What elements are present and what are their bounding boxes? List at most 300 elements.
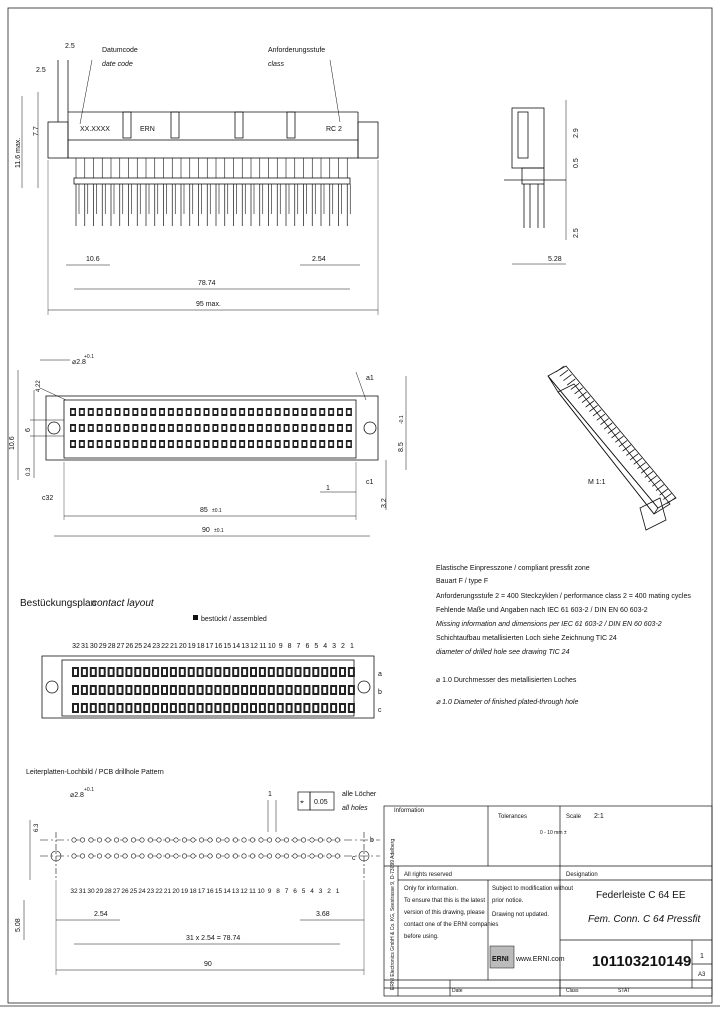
pcb-hole <box>199 854 203 858</box>
top-hole-dia: ⌀2.8 <box>72 359 86 366</box>
pcb-hole <box>165 838 169 842</box>
pcb-number: 7 <box>284 888 289 895</box>
iso-pin <box>600 419 608 425</box>
pcb-hole <box>233 854 237 858</box>
top-pin-hole <box>232 442 235 446</box>
pcb-hole <box>310 838 314 842</box>
top-pin-hole <box>258 442 261 446</box>
contact-cell-hole <box>92 669 95 675</box>
contact-number: 18 <box>196 643 205 650</box>
pcb-hole <box>216 854 220 858</box>
note-line-2: Anforderungsstufe 2 = 400 Steckzyklen / performance class 2 = 400 mating cycles <box>436 593 691 600</box>
pcb-hole-tol: +0.1 <box>84 787 94 793</box>
pcb-hole <box>89 854 93 858</box>
top-pin-hole <box>107 442 110 446</box>
pcb-dim-pitch: 31 x 2.54 = 78.74 <box>186 935 241 942</box>
top-pin-hole <box>89 442 92 446</box>
pcb-number: 29 <box>95 888 104 895</box>
tb-subject-0: Subject to modification without <box>492 886 574 892</box>
pcb-number: 20 <box>172 888 180 895</box>
top-pin-hole <box>267 426 270 430</box>
iso-pin <box>593 410 601 416</box>
top-pin-hole <box>258 410 261 414</box>
pcb-hole <box>267 854 271 858</box>
contact-cell-hole <box>190 687 193 693</box>
pcb-hole <box>97 854 101 858</box>
top-pin-hole <box>178 426 181 430</box>
left-flange <box>48 122 68 158</box>
top-pin-hole <box>152 442 155 446</box>
contact-cell-hole <box>181 705 184 711</box>
pcb-dim-6-3: 6.3 <box>34 823 40 832</box>
pcb-number: 32 <box>70 888 78 895</box>
pcb-number: 12 <box>240 888 248 895</box>
top-pin-hole <box>134 426 137 430</box>
pcb-dim-2-54: 2.54 <box>94 911 108 918</box>
tb-website: www.ERNI.com <box>516 956 565 963</box>
pcb-hole <box>293 838 297 842</box>
contact-number: 5 <box>314 643 319 650</box>
top-pin-hole <box>250 410 253 414</box>
contact-cell-hole <box>243 705 246 711</box>
iso-pin <box>589 406 597 412</box>
top-pin-hole <box>303 426 306 430</box>
pcb-number: 28 <box>104 888 112 895</box>
contact-cell-hole <box>136 669 139 675</box>
contact-cell-hole <box>225 705 228 711</box>
contact-cell-hole <box>270 687 273 693</box>
contact-cell-hole <box>297 705 300 711</box>
pcb-hole <box>259 854 263 858</box>
contact-cell-hole <box>279 669 282 675</box>
contact-number: 11 <box>259 643 267 650</box>
pcb-hole <box>267 838 271 842</box>
dim-10-6: 10.6 <box>86 256 100 263</box>
top-pin-hole <box>187 426 190 430</box>
top-pin-hole <box>267 442 270 446</box>
contact-number: 9 <box>278 643 283 650</box>
contact-cell-hole <box>190 669 193 675</box>
pcb-number: 6 <box>293 888 297 895</box>
contact-cell-hole <box>341 687 344 693</box>
iso-pin <box>667 498 675 504</box>
contact-cell-hole <box>261 705 264 711</box>
pcb-hole <box>225 854 229 858</box>
contact-cell-hole <box>297 669 300 675</box>
contact-cell-hole <box>270 669 273 675</box>
contact-cell-hole <box>154 705 157 711</box>
contact-cell-hole <box>127 687 130 693</box>
pcb-tolerance: 0.05 <box>314 799 328 806</box>
pcb-hole <box>242 838 246 842</box>
contact-cell-hole <box>163 669 166 675</box>
dim-left-2-5: 2.5 <box>36 67 46 74</box>
top-pin-hole <box>294 426 297 430</box>
top-pin-hole <box>89 410 92 414</box>
contact-cell-hole <box>145 705 148 711</box>
top-pin-hole <box>347 426 350 430</box>
legend-square <box>193 615 198 620</box>
contact-cell-hole <box>252 669 255 675</box>
top-dim-4-22: 4.22 <box>36 380 42 392</box>
contact-cell-hole <box>288 687 291 693</box>
contact-cell-hole <box>74 705 77 711</box>
contact-cell-hole <box>314 669 317 675</box>
contact-cell-hole <box>83 669 86 675</box>
pcb-hole <box>106 838 110 842</box>
contact-cell-hole <box>341 669 344 675</box>
pcb-number: 5 <box>301 888 306 895</box>
tb-date-label: Date <box>452 988 463 994</box>
contact-cell-hole <box>350 705 353 711</box>
contact-cell-hole <box>208 669 211 675</box>
top-pin-hole <box>98 426 101 430</box>
top-pin-hole <box>258 426 261 430</box>
contact-legend: bestückt / assembled <box>201 616 267 623</box>
side-pins <box>76 158 350 226</box>
contact-number: 14 <box>232 643 241 650</box>
tb-title-en: Fem. Conn. C 64 Pressfit <box>588 914 701 925</box>
pcb-number: 10 <box>257 888 265 895</box>
contact-row-label: a <box>378 671 382 678</box>
top-dim-90-tol: ±0.1 <box>214 528 224 534</box>
top-pin-hole <box>152 426 155 430</box>
pcb-hole <box>148 838 152 842</box>
top-dim-8-5-tol: -0.1 <box>399 415 405 424</box>
pcb-hole <box>225 838 229 842</box>
top-pin-hole <box>223 442 226 446</box>
top-pin-hole <box>267 410 270 414</box>
contact-cell-hole <box>305 669 308 675</box>
pcb-number: 2 <box>327 888 331 895</box>
top-hole-tol: +0.1 <box>84 354 94 360</box>
top-dim-0-3: 0.3 <box>26 467 32 476</box>
top-pin-hole <box>72 442 75 446</box>
contact-cell-hole <box>101 687 104 693</box>
contact-cell-hole <box>252 705 255 711</box>
contact-cell-hole <box>243 687 246 693</box>
note-line-4: Missing information and dimensions per IEC 61 603-2 / DIN EN 60 603-2 <box>436 621 662 628</box>
top-pin-hole <box>161 410 164 414</box>
top-pin-hole <box>303 442 306 446</box>
pcb-hole <box>199 838 203 842</box>
iso-view <box>548 366 676 530</box>
top-pin-hole <box>223 410 226 414</box>
pcb-hole <box>114 838 118 842</box>
pcb-number: 11 <box>249 888 256 895</box>
contact-cell-hole <box>119 669 122 675</box>
top-pin-hole <box>205 410 208 414</box>
top-pin-hole <box>205 426 208 430</box>
contact-number: 25 <box>134 643 143 650</box>
top-dim-3-2: 3.2 <box>381 498 388 508</box>
top-pin-hole <box>80 442 83 446</box>
end-dim-5-28: 5.28 <box>548 256 562 263</box>
dim-7-7: 7.7 <box>33 126 40 136</box>
date-code-value: XX.XXXX <box>80 126 110 133</box>
iso-pin <box>556 366 564 372</box>
contact-cell-hole <box>172 705 175 711</box>
top-pin-hole <box>187 442 190 446</box>
pcb-hole <box>80 854 84 858</box>
iso-pin <box>586 401 594 407</box>
pcb-number: 9 <box>267 888 272 895</box>
contact-number: 1 <box>349 643 354 650</box>
pcb-hole <box>114 854 118 858</box>
label-a1: a1 <box>366 375 374 382</box>
pcb-hole <box>191 854 195 858</box>
end-dim-0-5: 0.5 <box>573 158 580 168</box>
top-pin-hole <box>339 426 342 430</box>
top-pin-hole <box>125 426 128 430</box>
pcb-hole <box>310 854 314 858</box>
contact-cell-hole <box>145 669 148 675</box>
top-pin-hole <box>347 442 350 446</box>
tb-designation: Designation <box>566 872 598 878</box>
contact-cell-hole <box>110 687 113 693</box>
contact-cell-hole <box>314 705 317 711</box>
pcb-hole <box>327 838 331 842</box>
contact-cell-hole <box>234 705 237 711</box>
pcb-hole <box>284 838 288 842</box>
contact-cell-hole <box>243 669 246 675</box>
contact-cell-hole <box>74 669 77 675</box>
top-pin-hole <box>321 426 324 430</box>
note-line-5: Schichtaufbau metallisierten Loch siehe Zeichnung TIC 24 <box>436 635 617 642</box>
pcb-holes <box>72 838 340 858</box>
pcb-hole <box>140 838 144 842</box>
contact-cell-hole <box>199 705 202 711</box>
top-pin-hole <box>134 410 137 414</box>
contact-number: 12 <box>250 643 258 650</box>
contact-number: 23 <box>152 643 160 650</box>
top-pin-hole <box>276 442 279 446</box>
pcb-hole <box>72 838 76 842</box>
top-pin-hole <box>143 410 146 414</box>
top-pin-hole <box>169 442 172 446</box>
contact-cell-hole <box>297 687 300 693</box>
contact-cell-hole <box>199 687 202 693</box>
contact-layout-title-en: contact layout <box>92 598 154 609</box>
top-pin-hole <box>178 410 181 414</box>
contact-number: 13 <box>241 643 249 650</box>
pcb-number: 25 <box>129 888 138 895</box>
pcb-hole <box>174 854 178 858</box>
top-view-pins <box>70 408 352 448</box>
pcb-hole <box>259 838 263 842</box>
contact-cell-hole <box>110 705 113 711</box>
connector-body-side <box>68 140 358 158</box>
tb-info-2: version of this drawing, please <box>404 910 485 916</box>
pcb-title: Leiterplatten-Lochbild / PCB drillhole Pattern <box>26 769 164 776</box>
pcb-hole <box>191 838 195 842</box>
tb-subject-2: Drawing not updated. <box>492 912 550 918</box>
pcb-hole <box>208 854 212 858</box>
tb-status: STAT <box>618 988 631 994</box>
top-pin-hole <box>276 426 279 430</box>
top-pin-hole <box>339 410 342 414</box>
contact-row-label: c <box>378 707 382 714</box>
pcb-hole <box>157 838 161 842</box>
contact-cell-hole <box>136 687 139 693</box>
top-pin-hole <box>134 442 137 446</box>
contact-cell-hole <box>83 705 86 711</box>
contact-number: 24 <box>143 643 152 650</box>
pcb-hole <box>301 838 305 842</box>
contact-cell-hole <box>323 705 326 711</box>
position-symbol: ⌖ <box>300 799 304 806</box>
top-pin-hole <box>339 442 342 446</box>
contact-number: 8 <box>287 643 292 650</box>
top-pin-hole <box>321 410 324 414</box>
tb-scale-value: 2:1 <box>594 813 604 820</box>
end-dim-2-5: 2.5 <box>573 228 580 238</box>
pcb-number: 4 <box>310 888 314 895</box>
top-pin-hole <box>80 410 83 414</box>
contact-cell-hole <box>350 687 353 693</box>
top-pin-hole <box>143 426 146 430</box>
perf-class-en: class <box>268 61 284 68</box>
pcb-label-c: c <box>352 855 356 862</box>
pcb-dim-90: 90 <box>204 961 212 968</box>
end-view <box>504 100 566 264</box>
pcb-label-b: b <box>370 837 374 844</box>
pcb-hole <box>140 854 144 858</box>
contact-number: 17 <box>205 643 214 650</box>
pcb-hole <box>123 838 127 842</box>
contact-cell-hole <box>350 669 353 675</box>
contact-number: 2 <box>341 643 345 650</box>
pcb-number: 24 <box>138 888 146 895</box>
pcb-number: 17 <box>197 888 206 895</box>
contact-cell-hole <box>225 687 228 693</box>
top-pin-hole <box>232 410 235 414</box>
pcb-number: 27 <box>112 888 121 895</box>
dim-2-54: 2.54 <box>312 256 326 263</box>
top-pin-hole <box>330 410 333 414</box>
contact-number: 27 <box>116 643 125 650</box>
all-holes-en: all holes <box>342 805 368 812</box>
contact-grid <box>72 667 355 713</box>
datum-code-en: date code <box>102 61 133 68</box>
contact-cell-hole <box>216 705 219 711</box>
side-view <box>22 60 378 315</box>
contact-cell-hole <box>341 705 344 711</box>
contact-cell-hole <box>136 705 139 711</box>
contact-number: 15 <box>223 643 232 650</box>
tb-size: A3 <box>698 972 706 978</box>
hole-note-en: ⌀ 1.0 Diameter of finished plated-through hole <box>436 699 579 706</box>
contact-cell-hole <box>83 687 86 693</box>
top-pin-hole <box>285 426 288 430</box>
top-pin-hole <box>161 426 164 430</box>
pcb-number: 19 <box>180 888 189 895</box>
tb-tolerances: Tolerances <box>498 814 528 820</box>
top-pin-hole <box>330 442 333 446</box>
contact-number: 3 <box>332 643 337 650</box>
pcb-hole <box>242 854 246 858</box>
pcb-hole <box>284 854 288 858</box>
right-flange <box>358 122 378 158</box>
pcb-hole <box>182 854 186 858</box>
label-c1: c1 <box>366 479 374 486</box>
contact-cell-hole <box>234 687 237 693</box>
datum-code-label: Datumcode <box>102 47 138 54</box>
dim-11-6: 11.6 max. <box>15 137 22 168</box>
tb-information: Information <box>394 808 425 814</box>
top-pin-hole <box>321 442 324 446</box>
pcb-hole <box>276 838 280 842</box>
top-pin-hole <box>250 426 253 430</box>
contact-number: 30 <box>89 643 98 650</box>
contact-number: 22 <box>161 643 169 650</box>
top-pin-hole <box>347 410 350 414</box>
pcb-hole <box>123 854 127 858</box>
top-pin-hole <box>125 442 128 446</box>
contact-cell-hole <box>127 669 130 675</box>
pcb-hole <box>174 838 178 842</box>
dim-95-max: 95 max. <box>196 301 221 308</box>
top-pin-hole <box>276 410 279 414</box>
top-pin-hole <box>89 426 92 430</box>
top-pin-hole <box>116 410 119 414</box>
contact-cell-hole <box>279 687 282 693</box>
pcb-hole <box>208 838 212 842</box>
label-c32: c32 <box>42 495 54 502</box>
pcb-hole <box>89 838 93 842</box>
contact-cell-hole <box>305 705 308 711</box>
iso-pin <box>597 414 605 420</box>
contact-cell-hole <box>332 705 335 711</box>
top-pin-hole <box>303 410 306 414</box>
tb-info-0: Only for information. <box>404 886 459 892</box>
top-pin-hole <box>98 410 101 414</box>
contact-cell-hole <box>181 669 184 675</box>
note-line-0: Elastische Einpresszone / compliant pressfit zone <box>436 565 590 572</box>
top-pin-hole <box>241 410 244 414</box>
contact-number: 7 <box>296 643 301 650</box>
top-pin-hole <box>214 442 217 446</box>
contact-cell-hole <box>208 705 211 711</box>
contact-number: 29 <box>98 643 107 650</box>
contact-cell-hole <box>252 687 255 693</box>
class-value: RC 2 <box>326 126 342 133</box>
tb-class-label: Class <box>566 988 579 994</box>
top-pin-hole <box>232 426 235 430</box>
contact-number: 19 <box>187 643 196 650</box>
top-pin-hole <box>152 410 155 414</box>
pcb-number: 21 <box>163 888 172 895</box>
contact-number: 16 <box>214 643 223 650</box>
contact-cell-hole <box>288 669 291 675</box>
contact-cell-hole <box>261 687 264 693</box>
pcb-hole <box>182 838 186 842</box>
top-pin-hole <box>250 442 253 446</box>
pcb-number: 22 <box>155 888 163 895</box>
top-dim-85-tol: ±0.1 <box>212 508 222 514</box>
contact-row-labels <box>378 671 382 714</box>
top-pin-hole <box>72 426 75 430</box>
perf-class-label: Anforderungsstufe <box>268 47 326 54</box>
pcb-dim-1: 1 <box>268 791 272 798</box>
contact-cell-hole <box>101 669 104 675</box>
contact-cell-hole <box>119 687 122 693</box>
top-pin-hole <box>214 410 217 414</box>
end-dim-2-9: 2.9 <box>573 128 580 138</box>
contact-cell-hole <box>145 687 148 693</box>
contact-number: 26 <box>125 643 134 650</box>
contact-layout-title: Bestückungsplan <box>20 598 97 609</box>
